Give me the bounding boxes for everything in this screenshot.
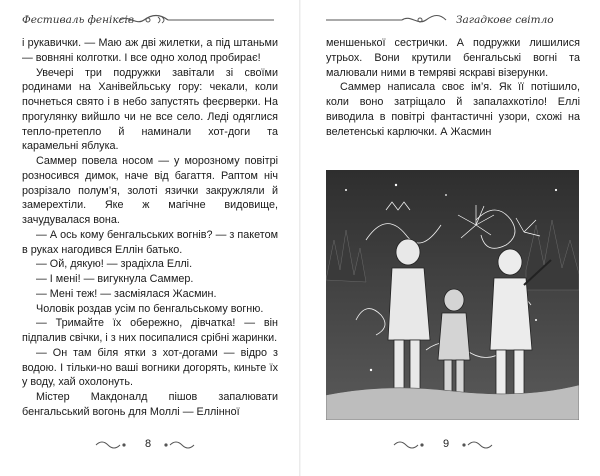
page-number-left: 8: [145, 438, 152, 450]
paragraph: — Он там біля ятки з хот-догами — відро з водою. І тільки-но ваші вогники догорять, киньте їх у воду, хай охолонуть.: [22, 346, 278, 389]
paragraph: Увечері три подружки завітали зі своїми родинами на Ханівейльську гору: чекали, коли почнеться свято і в небо запустять феєрверки. На прогулянку вийшло чи не все село. Леді одяглися тепло-претепло й наминали хот-доги та карамельні яблука.: [22, 66, 278, 153]
running-header-left: Фестиваль феніксів: [22, 14, 134, 26]
paragraph: — А ось кому бенгальських вогнів? — з пакетом в руках нагодився Еллін батько.: [22, 228, 278, 256]
paragraph: і рукавички. — Маю аж дві жилетки, а під штаньми — вовняні колготки. І все одно холод пробирає!: [22, 37, 278, 64]
footer-ornament-right: [300, 436, 600, 454]
paragraph: Чоловік роздав усім по бенгальському вогню.: [36, 302, 264, 315]
paragraph: меншенької сестрички. А подружки лишилися утрьох. Вони крутили бенгальські вогні та малювали ними в темряві яскраві візерунки.: [326, 37, 580, 79]
right-page-text: [326, 36, 580, 139]
paragraph: Саммер написала своє ім’я. Як її потішило, коли воно затріщало й запалахкотіло! Еллі виводила в повітрі фантастичні узори, схожі на велетенські карлючки. А Жасмин: [326, 81, 580, 138]
paragraph: — І мені! — вигукнула Саммер.: [36, 273, 194, 285]
sparklers-illustration: [326, 170, 579, 420]
paragraph: — Ой, дякую! — зрадіхла Еллі.: [36, 258, 193, 271]
header-ornament-left: [118, 13, 278, 27]
paragraph: — Тримайте їх обережно, дівчатка! — він підпалив свічки, і з них посипалися срібні жаринки.: [22, 317, 278, 344]
paragraph: — Мені теж! — засміялася Жасмин.: [36, 287, 217, 300]
paragraph: Містер Макдоналд пішов запалювати бенгальський вогонь для Моллі — Еллінної: [22, 391, 278, 418]
running-header-right: Загадкове світло: [456, 14, 554, 26]
left-page-text: [22, 36, 278, 420]
header-ornament-right: [324, 13, 448, 27]
paragraph: Саммер повела носом — у морозному повітрі розносився димок, наче від багаття. Раптом ніч розрізало полум’я, золоті язички закружляли й замерехтіли. Яке ж магічне видовище, зачудувалася вона.: [22, 155, 278, 226]
page-number-right: 9: [443, 438, 450, 450]
